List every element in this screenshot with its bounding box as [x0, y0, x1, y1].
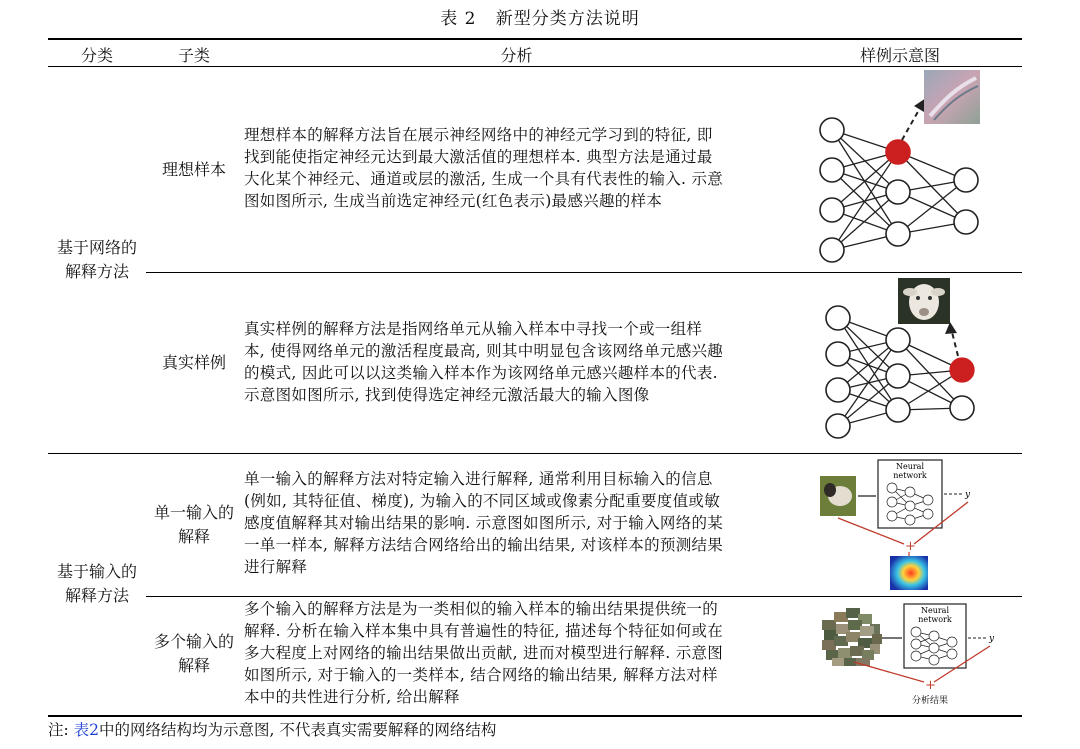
- dashed-arrow: [902, 108, 920, 140]
- text-line: 进行解释: [244, 558, 308, 576]
- subcategory-line: 单一输入的: [153, 503, 234, 522]
- text-line: 真实样例的解释方法是指网络单元从输入样本中寻找一个或一组样: [244, 320, 703, 338]
- output-symbol: y: [989, 634, 995, 644]
- category-line: 解释方法: [64, 586, 129, 605]
- group-rule: [48, 453, 1022, 454]
- neuron: [954, 168, 978, 192]
- header-category: 分类: [80, 46, 113, 65]
- neuron: [826, 306, 850, 330]
- input-image: [820, 476, 856, 516]
- footnote-prefix: 注:: [48, 721, 74, 739]
- figure-real-example: [806, 274, 1016, 452]
- plus-symbol: +: [925, 678, 936, 693]
- network-label: network: [893, 471, 927, 480]
- header-subcategory: 子类: [177, 46, 210, 65]
- subcategory-line: 真实样例: [161, 353, 226, 372]
- output-symbol: y: [965, 490, 971, 500]
- category-input-based: [48, 560, 146, 608]
- text-line: 的模式, 因此可以以这类输入样本作为该网络单元感兴趣样本的代表.: [244, 364, 718, 382]
- subcategory-real-example: [148, 351, 240, 375]
- network-diagram: [826, 306, 974, 438]
- neuron: [950, 396, 974, 420]
- neuron: [886, 364, 910, 388]
- header-rule: [48, 66, 1022, 67]
- table-footnote: [48, 718, 496, 740]
- subcategory-line: 多个输入的: [153, 632, 234, 651]
- subcategory-line: 解释: [177, 656, 210, 675]
- figure-ideal-sample: [806, 68, 1016, 270]
- real-sample-image: [898, 278, 950, 324]
- text-line: 本, 使得网络单元的激活程度最高, 则其中明显包含该网络单元感兴趣: [244, 342, 724, 360]
- text-line: 一单一样本, 解释方法结合网络给出的输出结果, 对该样本的预测结果: [244, 536, 724, 554]
- text-line: 解释. 分析在输入样本集中具有普遍性的特征, 描述每个特征如何或在: [244, 622, 724, 640]
- plus-symbol: +: [905, 539, 916, 554]
- subcategory-ideal-sample: [148, 158, 240, 182]
- table-caption-label: 表 2: [440, 9, 477, 29]
- row-rule-1: [146, 272, 1022, 273]
- text-line: 找到能使指定神经元达到最大激活值的理想样本. 典型方法是通过最: [244, 148, 713, 166]
- text-line: 感度值解释其对输出结果的影响. 示意图如图所示, 对于输入网络的某: [244, 514, 724, 532]
- text-line: 多个输入的解释方法是为一类相似的输入样本的输出结果提供统一的: [244, 600, 719, 618]
- subcategory-line: 解释: [177, 527, 210, 546]
- row-rule-2: [146, 596, 1022, 597]
- neuron: [826, 378, 850, 402]
- neuron: [820, 158, 844, 182]
- table-caption: [0, 4, 1080, 29]
- neuron: [886, 222, 910, 246]
- text-line: 如图所示, 对于输入的一类样本, 结合网络的输出结果, 解释方法对样: [244, 666, 718, 684]
- network-label: Neural: [895, 462, 925, 471]
- neuron: [886, 328, 910, 352]
- subcategory-single-input: [148, 501, 240, 549]
- figure-multi-input: [818, 600, 1018, 712]
- network-label: network: [918, 615, 952, 624]
- analysis-text-single-input: [244, 468, 789, 578]
- category-network-based: [48, 236, 146, 284]
- header-analysis: 分析: [500, 46, 533, 65]
- category-line: 解释方法: [64, 262, 129, 281]
- text-line: 理想样本的解释方法旨在展示神经网络中的神经元学习到的特征, 即: [244, 126, 713, 144]
- text-line: 本中的共性进行分析, 给出解释: [244, 688, 460, 706]
- neuron: [820, 198, 844, 222]
- figure-single-input: [818, 456, 1018, 594]
- analysis-text-ideal-sample: [244, 124, 789, 212]
- text-line: 单一输入的解释方法对特定输入进行解释, 通常利用目标输入的信息: [244, 470, 713, 488]
- subcategory-line: 理想样本: [161, 160, 226, 179]
- highlighted-neuron: [950, 358, 974, 382]
- dashed-arrow: [952, 332, 958, 356]
- subcategory-multi-input: [148, 630, 240, 678]
- category-line: 基于输入的: [56, 562, 137, 581]
- neuron: [820, 238, 844, 262]
- neuron: [820, 118, 844, 142]
- neuron: [826, 414, 850, 438]
- neuron: [954, 210, 978, 234]
- generated-sample-image: [924, 70, 980, 124]
- analysis-text-real-example: [244, 318, 789, 406]
- text-line: 示意图如图所示, 找到使得选定神经元激活最大的输入图像: [244, 386, 650, 404]
- bottom-rule: [48, 715, 1022, 717]
- top-rule: [48, 38, 1022, 40]
- analysis-text-multi-input: [244, 598, 789, 708]
- text-line: 图如图所示, 生成当前选定神经元(红色表示)最感兴趣的样本: [244, 192, 663, 210]
- table-reference-link[interactable]: 表2: [73, 721, 100, 739]
- footnote-text: 中的网络结构均为示意图, 不代表真实需要解释的网络结构: [99, 721, 497, 739]
- category-line: 基于网络的: [56, 238, 137, 257]
- header-example: 样例示意图: [859, 46, 940, 65]
- neuron: [886, 180, 910, 204]
- neuron: [886, 398, 910, 422]
- network-label: Neural: [920, 606, 950, 615]
- analysis-result-label: 分析结果: [911, 696, 949, 706]
- text-line: 多大程度上对网络的输出结果做出贡献, 进而对模型进行解释. 示意图: [244, 644, 724, 662]
- text-line: 大化某个神经元、通道或层的激活, 生成一个具有代表性的输入. 示意: [244, 170, 724, 188]
- highlighted-neuron: [886, 140, 910, 164]
- neuron: [826, 342, 850, 366]
- text-line: (例如, 其特征值、梯度), 为输入的不同区域或像素分配重要度值或敏: [244, 492, 721, 510]
- table-caption-title: 新型分类方法说明: [495, 9, 640, 29]
- input-sample-collage: [822, 608, 882, 666]
- heatmap-image: [890, 556, 928, 590]
